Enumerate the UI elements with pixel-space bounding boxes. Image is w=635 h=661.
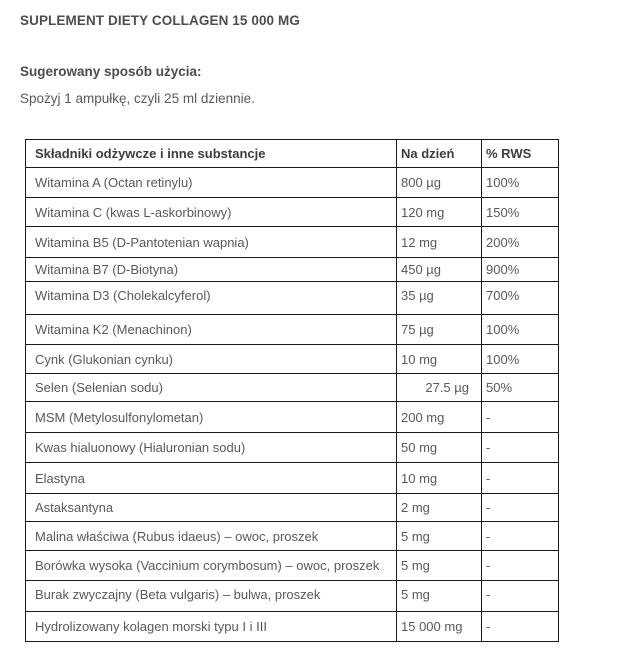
- ingredient-amount: 50 mg: [397, 433, 482, 463]
- usage-text: Spożyj 1 ampułkę, czyli 25 ml dziennie.: [20, 91, 255, 106]
- ingredient-rws: 50%: [482, 374, 559, 402]
- ingredient-rws: -: [482, 551, 559, 581]
- ingredient-rws: -: [482, 612, 559, 642]
- nutrition-table: [25, 139, 559, 642]
- ingredient-rws: 700%: [482, 282, 559, 315]
- ingredient-rws: -: [482, 581, 559, 612]
- table-row: [26, 463, 559, 494]
- ingredient-name: Hydrolizowany kolagen morski typu I i III: [26, 612, 397, 642]
- ingredient-amount: 75 µg: [397, 315, 482, 345]
- ingredient-amount: 15 000 mg: [397, 612, 482, 642]
- table-row: [26, 433, 559, 463]
- table-row: [26, 612, 559, 642]
- ingredient-amount: 10 mg: [397, 345, 482, 374]
- table-row: [26, 522, 559, 551]
- ingredient-rws: -: [482, 463, 559, 494]
- ingredient-amount: 27.5 µg: [397, 374, 482, 402]
- ingredient-rws: 100%: [482, 345, 559, 374]
- ingredient-name: Cynk (Glukonian cynku): [26, 345, 397, 374]
- ingredient-name: Witamina D3 (Cholekalcyferol): [26, 282, 397, 315]
- ingredient-amount: 35 µg: [397, 282, 482, 315]
- ingredient-rws: 200%: [482, 227, 559, 258]
- ingredient-name: Witamina B5 (D-Pantotenian wapnia): [26, 227, 397, 258]
- ingredient-name: Witamina A (Octan retinylu): [26, 168, 397, 198]
- ingredient-name: Malina właściwa (Rubus idaeus) – owoc, proszek: [26, 522, 397, 551]
- table-row: [26, 581, 559, 612]
- table-row: [26, 315, 559, 345]
- ingredient-name: Borówka wysoka (Vaccinium corymbosum) – owoc, proszek: [26, 551, 397, 581]
- table-row: [26, 198, 559, 227]
- ingredient-name: Kwas hialuonowy (Hialuronian sodu): [26, 433, 397, 463]
- table-row: [26, 374, 559, 402]
- ingredient-amount: 2 mg: [397, 494, 482, 522]
- ingredient-rws: 100%: [482, 168, 559, 198]
- ingredient-name: Burak zwyczajny (Beta vulgaris) – bulwa, proszek: [26, 581, 397, 612]
- usage-heading: Sugerowany sposób użycia:: [20, 64, 202, 79]
- ingredient-name: Witamina B7 (D-Biotyna): [26, 258, 397, 282]
- ingredient-amount: 5 mg: [397, 522, 482, 551]
- ingredient-rws: -: [482, 494, 559, 522]
- table-row: [26, 494, 559, 522]
- ingredient-name: Witamina K2 (Menachinon): [26, 315, 397, 345]
- ingredient-name: Witamina C (kwas L-askorbinowy): [26, 198, 397, 227]
- ingredient-amount: 800 µg: [397, 168, 482, 198]
- table-row: [26, 282, 559, 315]
- table-row: [26, 345, 559, 374]
- ingredient-name: Astaksantyna: [26, 494, 397, 522]
- ingredient-amount: 10 mg: [397, 463, 482, 494]
- column-header-rws: % RWS: [482, 140, 559, 168]
- table-header-row: [26, 140, 559, 168]
- ingredient-rws: -: [482, 433, 559, 463]
- column-header-ingredients: Składniki odżywcze i inne substancje: [26, 140, 397, 168]
- ingredient-rws: 150%: [482, 198, 559, 227]
- ingredient-amount: 12 mg: [397, 227, 482, 258]
- ingredient-name: Elastyna: [26, 463, 397, 494]
- document-title: SUPLEMENT DIETY COLLAGEN 15 000 MG: [20, 13, 300, 28]
- table-row: [26, 402, 559, 433]
- ingredient-amount: 5 mg: [397, 551, 482, 581]
- ingredient-amount: 200 mg: [397, 402, 482, 433]
- ingredient-amount: 5 mg: [397, 581, 482, 612]
- column-header-per-day: Na dzień: [397, 140, 482, 168]
- table-row: [26, 168, 559, 198]
- ingredient-amount: 450 µg: [397, 258, 482, 282]
- table-row: [26, 551, 559, 581]
- table-row: [26, 227, 559, 258]
- table-row: [26, 258, 559, 282]
- ingredient-rws: 100%: [482, 315, 559, 345]
- ingredient-rws: -: [482, 522, 559, 551]
- ingredient-rws: 900%: [482, 258, 559, 282]
- ingredient-amount: 120 mg: [397, 198, 482, 227]
- ingredient-name: MSM (Metylosulfonylometan): [26, 402, 397, 433]
- ingredient-name: Selen (Selenian sodu): [26, 374, 397, 402]
- ingredient-rws: -: [482, 402, 559, 433]
